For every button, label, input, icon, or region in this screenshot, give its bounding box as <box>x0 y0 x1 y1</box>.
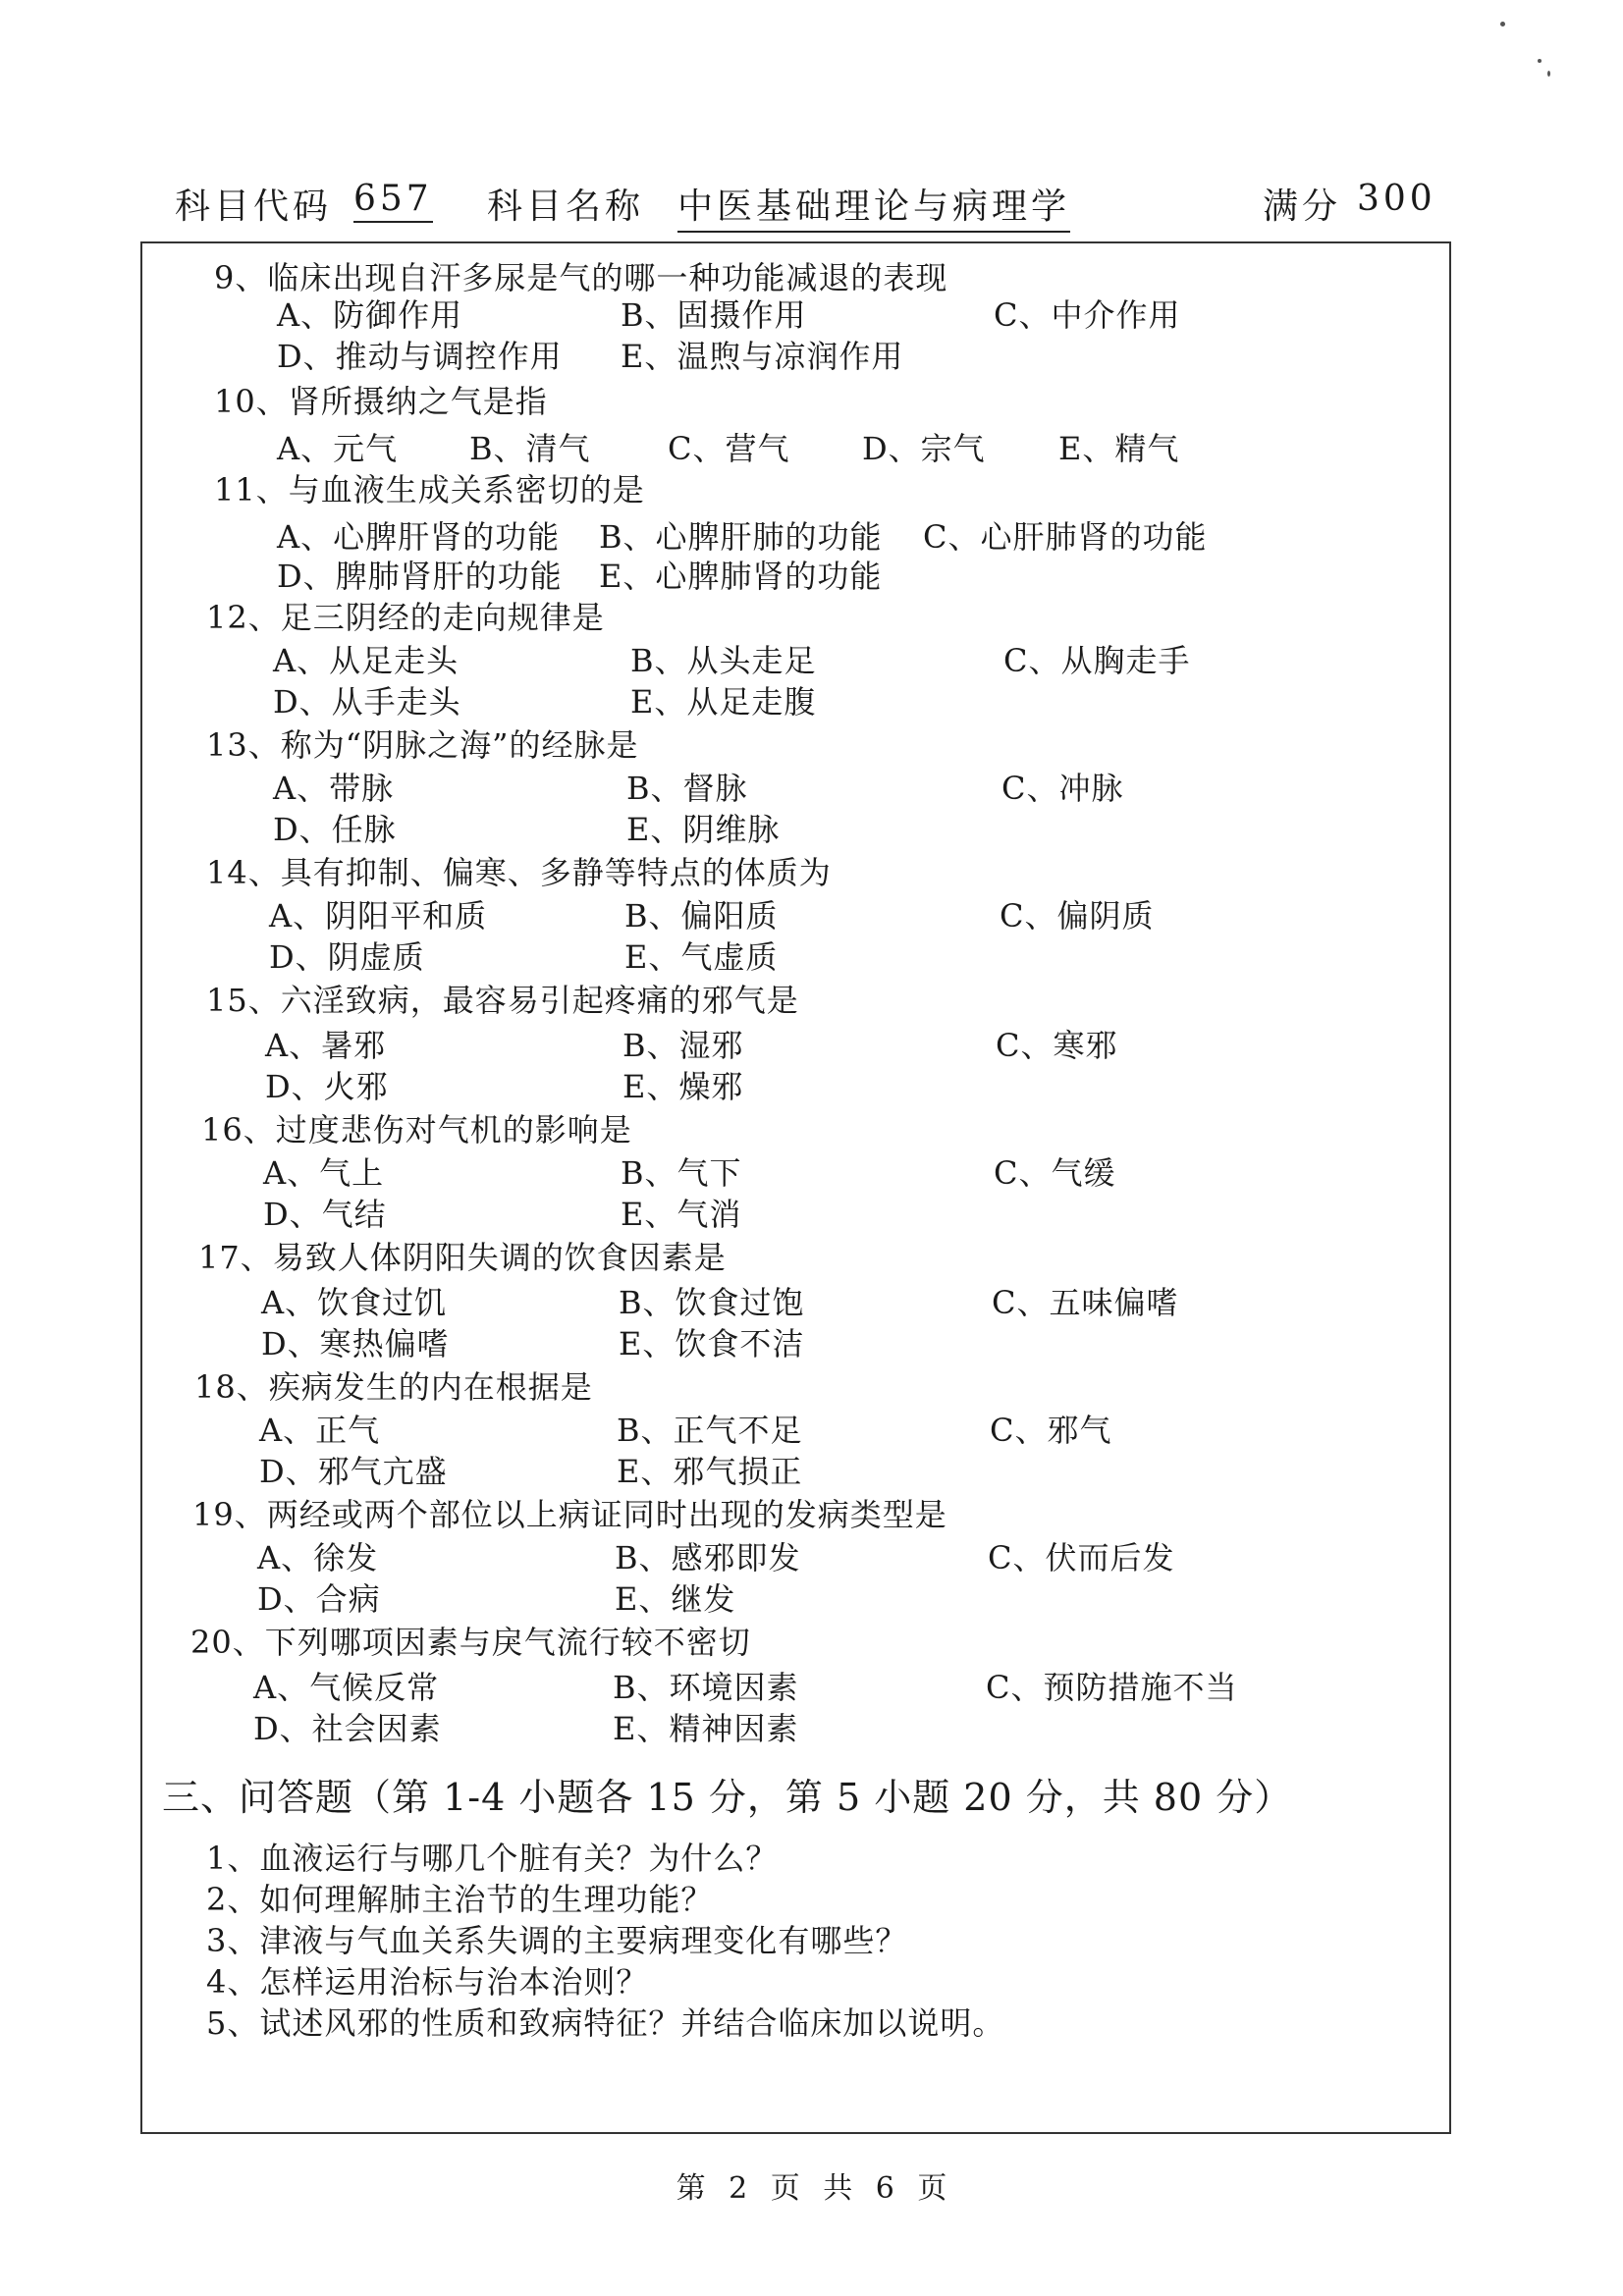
answer-option: C、心肝肺肾的功能 <box>923 518 1208 556</box>
question-stem: 14、具有抑制、偏寒、多静等特点的体质为 <box>206 854 832 891</box>
page-footer: 第 2 页 共 6 页 <box>676 2171 947 2206</box>
answer-option: D、脾肺肾肝的功能 <box>277 558 563 595</box>
answer-option: E、气虚质 <box>624 938 779 976</box>
scan-speck <box>1538 59 1542 63</box>
answer-option: D、邪气亢盛 <box>259 1453 448 1490</box>
answer-option: D、宗气 <box>862 430 986 467</box>
answer-option: D、合病 <box>257 1580 381 1618</box>
answer-option: C、气缓 <box>994 1154 1116 1192</box>
question-stem: 17、易致人体阴阳失调的饮食因素是 <box>198 1239 727 1276</box>
subject-code-value: 657 <box>353 179 433 223</box>
answer-option: A、正气 <box>259 1412 381 1449</box>
section-title: 三、问答题（第 1-4 小题各 15 分，第 5 小题 20 分，共 80 分） <box>162 1776 1293 1819</box>
answer-option: C、营气 <box>668 430 790 467</box>
question-stem: 12、足三阴经的走向规律是 <box>206 599 605 636</box>
essay-question: 4、怎样运用治标与治本治则？ <box>206 1963 649 2001</box>
answer-option: B、气下 <box>621 1154 742 1192</box>
answer-option: B、清气 <box>469 430 591 467</box>
essay-question: 1、血液运行与哪几个脏有关？为什么？ <box>206 1840 779 1877</box>
answer-option: B、正气不足 <box>617 1412 803 1449</box>
answer-option: D、寒热偏嗜 <box>261 1325 450 1362</box>
answer-option: E、精气 <box>1058 430 1180 467</box>
answer-option: A、带脉 <box>273 770 395 807</box>
subject-name-value: 中医基础理论与病理学 <box>677 179 1070 233</box>
subject-code-label: 科目代码 <box>175 187 333 227</box>
answer-option: C、邪气 <box>990 1412 1112 1449</box>
answer-option: A、徐发 <box>257 1539 379 1576</box>
answer-option: C、寒邪 <box>996 1027 1118 1064</box>
answer-option: E、阴维脉 <box>626 811 781 848</box>
answer-option: E、气消 <box>621 1196 742 1233</box>
answer-option: E、饮食不洁 <box>619 1325 805 1362</box>
essay-question: 5、试述风邪的性质和致病特征？并结合临床加以说明。 <box>206 2004 1005 2042</box>
scan-speck <box>1500 22 1505 27</box>
answer-option: C、五味偏嗜 <box>992 1284 1179 1321</box>
answer-option: B、固摄作用 <box>621 296 807 334</box>
answer-option: C、中介作用 <box>994 296 1181 334</box>
answer-option: E、燥邪 <box>622 1068 744 1105</box>
answer-option: C、预防措施不当 <box>986 1669 1238 1706</box>
full-score-value: 300 <box>1357 179 1436 219</box>
answer-option: E、精神因素 <box>613 1710 799 1747</box>
answer-option: A、阴阳平和质 <box>269 897 488 934</box>
answer-option: E、从足走腹 <box>630 683 817 721</box>
answer-option: A、防御作用 <box>277 296 463 334</box>
answer-option: D、推动与调控作用 <box>277 338 563 375</box>
answer-option: A、心脾肝肾的功能 <box>277 518 561 556</box>
answer-option: C、偏阴质 <box>1000 897 1155 934</box>
answer-option: A、元气 <box>277 430 399 467</box>
answer-option: C、冲脉 <box>1001 770 1124 807</box>
answer-option: E、邪气损正 <box>617 1453 803 1490</box>
scan-speck <box>1547 71 1550 77</box>
subject-name-label: 科目名称 <box>487 187 645 227</box>
question-stem: 18、疾病发生的内在根据是 <box>194 1368 593 1406</box>
answer-option: B、环境因素 <box>613 1669 799 1706</box>
answer-option: B、从头走足 <box>630 642 817 679</box>
question-stem: 13、称为“阴脉之海”的经脉是 <box>206 726 639 764</box>
answer-option: B、督脉 <box>626 770 748 807</box>
answer-option: B、湿邪 <box>622 1027 744 1064</box>
answer-option: A、从足走头 <box>273 642 460 679</box>
answer-option: C、从胸走手 <box>1003 642 1191 679</box>
answer-option: E、继发 <box>615 1580 736 1618</box>
question-stem: 15、六淫致病，最容易引起疼痛的邪气是 <box>206 982 799 1019</box>
answer-option: E、温煦与凉润作用 <box>621 338 904 375</box>
essay-question: 3、津液与气血关系失调的主要病理变化有哪些？ <box>206 1922 908 1959</box>
answer-option: B、偏阳质 <box>624 897 779 934</box>
answer-option: B、心脾肝肺的功能 <box>599 518 883 556</box>
essay-question: 2、如何理解肺主治节的生理功能？ <box>206 1881 714 1918</box>
question-stem: 11、与血液生成关系密切的是 <box>214 471 645 508</box>
answer-option: B、饮食过饱 <box>619 1284 805 1321</box>
answer-option: D、社会因素 <box>253 1710 442 1747</box>
question-stem: 19、两经或两个部位以上病证同时出现的发病类型是 <box>192 1496 947 1533</box>
answer-option: A、气候反常 <box>253 1669 440 1706</box>
answer-option: D、从手走头 <box>273 683 461 721</box>
answer-option: A、饮食过饥 <box>261 1284 448 1321</box>
question-stem: 9、临床出现自汗多尿是气的哪一种功能减退的表现 <box>214 259 948 296</box>
answer-option: E、心脾肺肾的功能 <box>599 558 883 595</box>
full-score-label: 满分 <box>1263 187 1342 227</box>
answer-option: A、气上 <box>263 1154 385 1192</box>
question-stem: 10、肾所摄纳之气是指 <box>214 383 548 420</box>
question-stem: 16、过度悲伤对气机的影响是 <box>201 1111 632 1148</box>
answer-option: C、伏而后发 <box>988 1539 1175 1576</box>
answer-option: A、暑邪 <box>265 1027 387 1064</box>
answer-option: B、感邪即发 <box>615 1539 801 1576</box>
question-stem: 20、下列哪项因素与戾气流行较不密切 <box>190 1624 751 1661</box>
answer-option: D、任脉 <box>273 811 397 848</box>
answer-option: D、火邪 <box>265 1068 389 1105</box>
answer-option: D、阴虚质 <box>269 938 425 976</box>
answer-option: D、气结 <box>263 1196 387 1233</box>
